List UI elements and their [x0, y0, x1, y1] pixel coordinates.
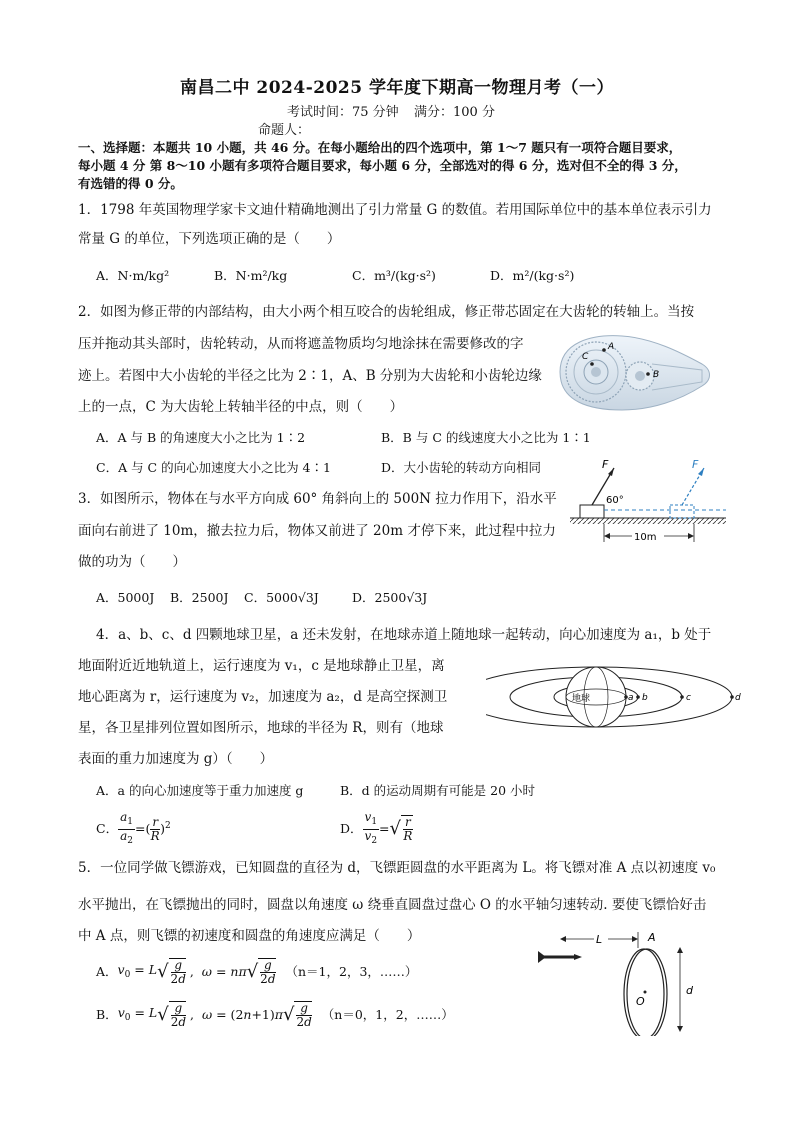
- q5-stem-line2: 水平抛出，在飞镖抛出的同时，圆盘以角速度 ω 绕垂直圆盘过盘心 O 的水平轴匀速转动. 要使飞镖恰好击: [78, 897, 707, 913]
- q4-stem-line2: 地面附近近地轨道上，运行速度为 v₁，c 是地球静止卫星，离: [78, 658, 445, 674]
- q3-fig-distance-label: 10m: [634, 532, 657, 543]
- q5-fig-l-label: L: [596, 933, 603, 946]
- q1-stem-line2: 常量 G 的单位，下列选项正确的是（ ）: [78, 231, 341, 247]
- correction-tape-figure: [552, 330, 714, 414]
- q2-stem-line1: 2．如图为修正带的内部结构，由大小两个相互咬合的齿轮组成，修正带芯固定在大齿轮的转轴上。当按: [78, 304, 695, 320]
- q1-option-c: C．m³/(kg·s²): [352, 268, 436, 283]
- section-instructions-line1: 一、选择题：本题共 10 小题，共 46 分。在每小题给出的四个选项中，第 1～7 题只有一项符合题目要求，: [78, 140, 682, 155]
- q1-option-d: D．m²/(kg·s²): [490, 268, 575, 283]
- force-diagram-figure: [566, 456, 730, 548]
- q5-fig-o-label: O: [636, 995, 645, 1008]
- q4-stem-line5: 表面的重力加速度为 g）（ ）: [78, 751, 274, 767]
- q2-option-c: C．A 与 C 的向心加速度大小之比为 4∶1: [96, 460, 331, 475]
- q3-option-d: D．2500√3J: [352, 590, 428, 605]
- section-instructions-line2: 每小题 4 分 第 8～10 小题有多项符合题目要求，每小题 6 分，全部选对的得 6 分，选对但不全的得 3 分，: [78, 158, 687, 173]
- dart-icon: [538, 951, 582, 963]
- q4-fig-earth-label: 地球: [572, 694, 591, 704]
- q4-option-d: D． $\frac{v_1}{v_2}$ = √ $\frac{r}{R}$: [340, 809, 413, 846]
- q1-option-a: A．N·m/kg²: [96, 268, 170, 283]
- q4-fig-c: c: [686, 693, 691, 703]
- q4-stem-line4: 星，各卫星排列位置如图所示，地球的半径为 R，则有（地球: [78, 720, 444, 736]
- q2-fig-label-a: A: [608, 342, 615, 352]
- full-score: 满分：100 分: [414, 105, 495, 120]
- q2-fig-label-c: C: [582, 352, 589, 362]
- q2-stem-line4: 上的一点，C 为大齿轮上转轴半径的中点，则（ ）: [78, 399, 404, 415]
- q2-option-d: D．大小齿轮的转动方向相同: [381, 460, 542, 475]
- page-title: 南昌二中 2024-2025 学年度下期高一物理月考（一）: [179, 78, 615, 98]
- q5-option-b: B． $v_0 = L$ √ $\frac{g}{2d}$ , ω = (2n+1)π √ $\frac{g}{2d}$ （n＝0，1，2，……）: [96, 1001, 454, 1029]
- q4-option-b: B．d 的运动周期有可能是 20 小时: [340, 783, 536, 798]
- q4-option-c: C． $\frac{a_1}{a_2}$ =( $\frac{r}{R}$ )$^2$: [96, 809, 171, 846]
- q1-stem-line1: 1．1798 年英国物理学家卡文迪什精确地测出了引力常量 G 的数值。若用国际单位中的基本单位表示引力: [78, 202, 712, 218]
- exam-time: 考试时间：75 分钟: [287, 105, 399, 120]
- q4-fig-b: b: [642, 693, 648, 703]
- q4-stem-line3: 地心距离为 r，运行速度为 v₂，加速度为 a₂，d 是高空探测卫: [78, 689, 448, 705]
- q4-option-d-label: D．: [340, 820, 363, 836]
- q1-option-b: B．N·m²/kg: [214, 268, 288, 283]
- q4-stem-line1: 4．a、b、c、d 四颗地球卫星，a 还未发射，在地球赤道上随地球一起转动，向心加速度为 a₁，b 处于: [96, 627, 712, 643]
- section-instructions-line3: 有选错的得 0 分。: [78, 176, 183, 191]
- q5-stem-line1: 5．一位同学做飞镖游戏，已知圆盘的直径为 d，飞镖距圆盘的水平距离为 L。将飞镖对准 A 点以初速度 v₀: [78, 860, 716, 876]
- q3-option-b: B．2500J: [170, 590, 229, 605]
- q5-option-a-label: A．: [96, 963, 118, 979]
- q2-stem-line3: 迹上。若图中大小齿轮的半径之比为 2∶1，A、B 分别为大齿轮和小齿轮边缘: [78, 368, 542, 384]
- q2-option-a: A．A 与 B 的角速度大小之比为 1∶2: [96, 430, 306, 445]
- q3-option-a: A．5000J: [96, 590, 155, 605]
- q4-fig-a: a: [628, 693, 634, 703]
- q2-stem-line2: 压并拖动其头部时，齿轮转动，从而将遮盖物质均匀地涂抹在需要修改的字: [78, 336, 524, 352]
- q2-option-b: B．B 与 C 的线速度大小之比为 1∶1: [381, 430, 591, 445]
- q5-option-b-n: （n＝0，1，2，……）: [321, 1006, 454, 1022]
- q4-fig-d: d: [735, 693, 741, 703]
- q3-fig-force-label-2: F: [692, 458, 699, 471]
- q5-option-a-n: （n＝1，2，3，……）: [285, 963, 418, 979]
- satellite-orbits-figure: [486, 656, 742, 738]
- q3-stem-line1: 3．如图所示，物体在与水平方向成 60° 角斜向上的 500N 拉力作用下，沿水平: [78, 491, 557, 507]
- q5-option-a: A． $v_0 = L$ √ $\frac{g}{2d}$ , ω = nπ √ $\frac{g}{2d}$ （n＝1，2，3，……）: [96, 958, 418, 986]
- q3-stem-line2: 面向右前进了 10m，撤去拉力后，物体又前进了 20m 才停下来，此过程中拉力: [78, 523, 556, 539]
- q3-fig-angle-label: 60°: [606, 495, 624, 506]
- q5-fig-d-label: d: [686, 984, 693, 997]
- q3-stem-line3: 做的功为（ ）: [78, 554, 186, 570]
- q2-fig-label-b: B: [653, 370, 660, 380]
- q4-option-a: A．a 的向心加速度等于重力加速度 g: [96, 783, 304, 798]
- author-label: 命题人：: [258, 123, 311, 138]
- q5-option-b-label: B．: [96, 1006, 118, 1022]
- q5-stem-line3: 中 A 点，则飞镖的初速度和圆盘的角速度应满足（ ）: [78, 928, 421, 944]
- dart-disc-figure: [534, 926, 710, 1036]
- q5-fig-a-label: A: [648, 931, 656, 944]
- q3-fig-force-label: F: [602, 458, 609, 471]
- q4-option-c-label: C．: [96, 820, 119, 836]
- q3-option-c: C．5000√3J: [244, 590, 319, 605]
